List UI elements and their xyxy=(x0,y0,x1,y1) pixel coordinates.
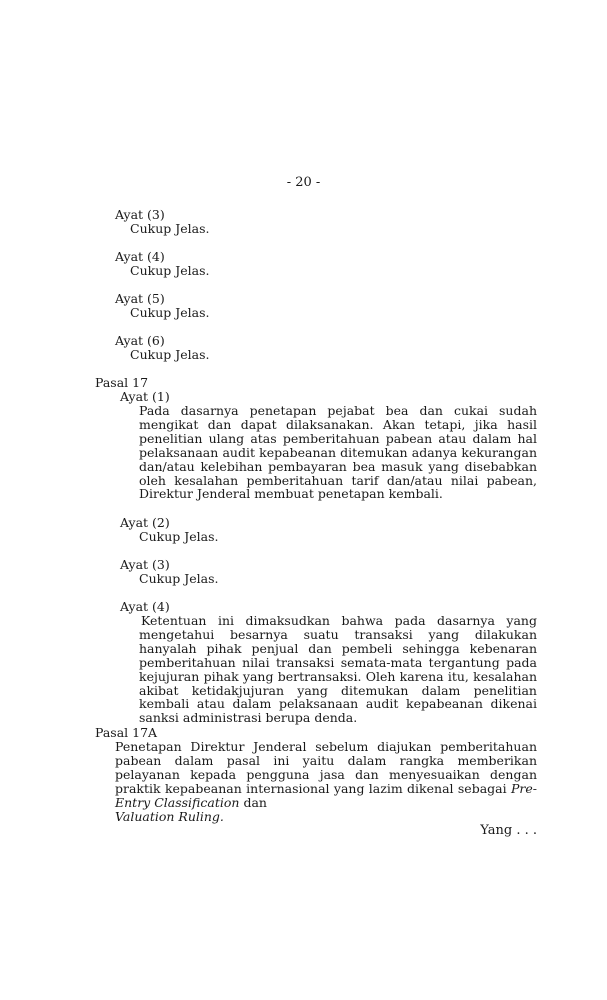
pasal-17-ayat-3-label: Ayat (3) xyxy=(120,557,170,572)
ayat-label: Ayat (5) xyxy=(115,291,165,306)
pasal-17a-conjunction: dan xyxy=(243,794,267,810)
pasal-17-ayat-1-text: Pada dasarnya penetapan pejabat bea dan cukai sudah mengikat dan dapat dilaksanakan. Akan tetapi, jika hasil penelitian ulang atas pemberitahuan pabean atau dalam hal pelaksanaan audit kepabeanan ditemukan adanya kekurangan dan/atau kelebihan pembayaran bea masuk yang disebabkan oleh kesalahan pemberitahuan tarif dan/atau nilai pabean, Direktur Jenderal membuat penetapan kembali. xyxy=(139,403,537,502)
pasal-17-ayat-4-text: Ketentuan ini dimaksudkan bahwa pada dasarnya yang mengetahui besarnya suatu transaksi yang dilakukan hanyalah pihak penjual dan pembeli sehingga kebenaran pemberitahuan nilai transaksi semata-mata tergantung pada kejujuran pihak yang bertransaksi. Oleh karena itu, kesalahan akibat ketidakjujuran yang ditemukan dalam penelitian kembali atau dalam pelaksanaan audit kepabeanan dikenai sanksi administrasi berupa denda. xyxy=(139,613,537,726)
pasal-17a-term-pre-entry: Pre-Entry Classification xyxy=(115,780,537,810)
pasal-17-ayat-1-label: Ayat (1) xyxy=(120,389,170,404)
pasal-17a-title: Pasal 17A xyxy=(95,725,158,740)
pasal-17a-text-main: Penetapan Direktur Jenderal sebelum diajukan pemberitahuan pabean dalam pasal ini yaitu dalam rangka memberikan pelayanan kepada pengguna jasa dan menyesuaikan dengan praktik kepabeanan internasional yang lazim dikenal sebagai xyxy=(115,739,537,796)
ayat-text: Cukup Jelas. xyxy=(130,347,210,362)
pasal-17-title: Pasal 17 xyxy=(95,375,149,390)
pasal-17-ayat-2-label: Ayat (2) xyxy=(120,515,170,530)
pasal-17-ayat-4-label: Ayat (4) xyxy=(120,599,170,614)
ayat-label: Ayat (3) xyxy=(115,207,165,222)
pasal-17a-text xyxy=(115,740,537,823)
pasal-17-ayat-3-text: Cukup Jelas. xyxy=(139,571,219,586)
ayat-text: Cukup Jelas. xyxy=(130,305,210,320)
continuation-marker: Yang . . . xyxy=(480,823,537,838)
ayat-text: Cukup Jelas. xyxy=(130,221,210,236)
ayat-label: Ayat (4) xyxy=(115,249,165,264)
ayat-label: Ayat (6) xyxy=(115,333,165,348)
pasal-17-ayat-2-text: Cukup Jelas. xyxy=(139,529,219,544)
pasal-17a-term-valuation: Valuation Ruling. xyxy=(115,808,224,824)
page-number: - 20 - xyxy=(286,175,321,190)
ayat-text: Cukup Jelas. xyxy=(130,263,210,278)
